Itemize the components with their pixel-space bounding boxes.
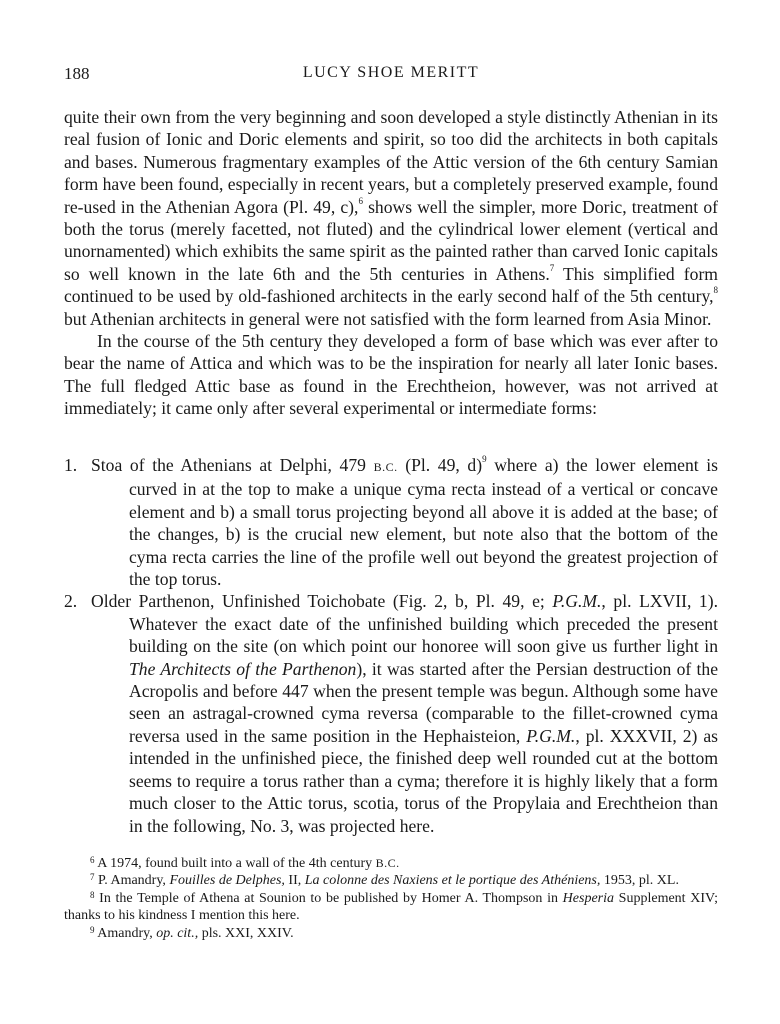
footnote-mark: 6 <box>90 855 95 865</box>
footnote-7 <box>64 872 718 889</box>
text-run: 1953, pl. XL. <box>600 873 679 889</box>
numbered-list <box>64 454 718 837</box>
text-run-italic: P.G.M. <box>552 591 602 612</box>
text-run-italic: La colonne des Naxiens et le portique des Athéniens, <box>304 873 601 889</box>
footnote-6 <box>64 855 718 872</box>
list-number: 2. <box>64 591 78 612</box>
text-run: II, <box>284 873 305 889</box>
footnote-mark: 7 <box>90 872 95 883</box>
text-run: , pl. LXVII, 1). Whatever the exact date of the unfinished building which preceded the present building on the site (on which point our honoree will soon give us further light in <box>129 591 718 657</box>
paragraph-2 <box>64 330 718 420</box>
footnotes <box>64 855 718 942</box>
text-run: Older Parthenon, Unfinished Toichobate (Fig. 2, b, Pl. 49, e; <box>91 591 553 612</box>
footnote-9 <box>64 925 718 942</box>
text-run: Supplement XIV; thanks to his kindness I mention this here. <box>64 890 718 924</box>
text-run: but Athenian architects in general were not satisfied with the form learned from Asia Minor. <box>64 308 712 329</box>
text-run-italic: Hesperia <box>562 890 614 906</box>
list-number: 1. <box>64 455 78 475</box>
footnote-ref-8: 8 <box>713 285 718 296</box>
text-run: In the course of the 5th century they developed a form of base which was ever after to bear the name of Attica and which was to be the inspiration for nearly all later Ionic bases. The full fledged Attic base as found in the Erechtheion, however, was not arrived at immediately; it came only after several experimental or intermediate forms: <box>64 331 718 419</box>
text-run: where a) the lower element is curved in at the top to make a unique cyma recta instead of a vertical or concave element and b) a small torus projecting beyond all above it is added at the base; of the changes, b) is the crucial new element, but note also that the bottom of the cyma recta carries the line of the profile well out beyond the greatest projection of the top torus. <box>129 455 718 590</box>
text-run: , pl. XXXVII, 2) as intended in the unfinished piece, the finished deep well rounded cut at the bottom seems to require a torus rather than a cyma; therefore it is highly likely that a form much closer to the Attic torus, scotia, torus of the Propylaia and Erechtheion than in the following, No. 3, was projected here. <box>129 725 718 836</box>
text-run: (Pl. 49, d) <box>397 455 483 475</box>
footnote-8 <box>64 890 718 925</box>
page-number: 188 <box>64 64 90 83</box>
text-run-italic: op. cit., <box>156 925 199 941</box>
text-run-smallcaps: B.C. <box>373 460 398 474</box>
text-run-italic: The Architects of the Parthenon <box>129 658 357 679</box>
body-text <box>64 106 718 420</box>
text-run: ), it was started after the Persian destruction of the Acropolis and before 447 when the present temple was begun. Although some have seen an astragal-crowned cyma reversa (comparable to the fillet-crowned cyma reversa used in the same position in the Hephaisteion, <box>129 658 719 746</box>
page-header <box>64 64 718 88</box>
footnote-ref-9: 9 <box>482 454 487 464</box>
list-item-2 <box>64 590 718 836</box>
text-run: P. Amandry, <box>94 873 170 889</box>
text-run: Stoa of the Athenians at Delphi, 479 <box>91 455 374 475</box>
text-run-italic: P.G.M. <box>526 725 576 746</box>
list-text <box>91 591 718 835</box>
paragraph-1 <box>64 106 718 330</box>
list-text <box>91 455 718 589</box>
text-run: quite their own from the very beginning and soon developed a style distinctly Athenian in its real fusion of Ionic and Doric elements and spirit, so too did the architects in both capitals and bases. Numerous fragmentary examples of the Attic version of the 6th century Samian form have been found, especially in recent years, but a completely preserved example, found re-used in the Athenian Agora (Pl. 49, c), <box>64 107 718 217</box>
footnote-mark: 9 <box>90 924 95 935</box>
text-run: shows well the simpler, more Doric, treatment of both the torus (merely facetted, not fluted) and the cylindrical lower element (vertical and unornamented) which exhibits the same spirit as the painted rather than carved Ionic capitals so well known in the late 6th and the 5th centuries in Athens. <box>64 196 718 284</box>
footnote-ref-6: 6 <box>358 195 363 206</box>
list-item-1 <box>64 454 718 590</box>
text-run: pls. XXI, XXIV. <box>198 925 294 941</box>
text-run: In the Temple of Athena at Sounion to be published by Homer A. Thompson in <box>94 890 563 906</box>
text-run: A 1974, found built into a wall of the 4th century <box>94 856 376 871</box>
running-head: LUCY SHOE MERITT <box>302 64 480 81</box>
text-run-italic: Fouilles de Delphes, <box>169 873 285 889</box>
text-run: This simplified form continued to be used by old-fashioned architects in the early second half of the 5th century, <box>64 263 718 307</box>
footnote-mark: 8 <box>90 889 95 900</box>
footnote-ref-7: 7 <box>549 262 555 273</box>
text-run-smallcaps: B.C. <box>375 856 400 870</box>
text-run: Amandry, <box>94 925 157 941</box>
